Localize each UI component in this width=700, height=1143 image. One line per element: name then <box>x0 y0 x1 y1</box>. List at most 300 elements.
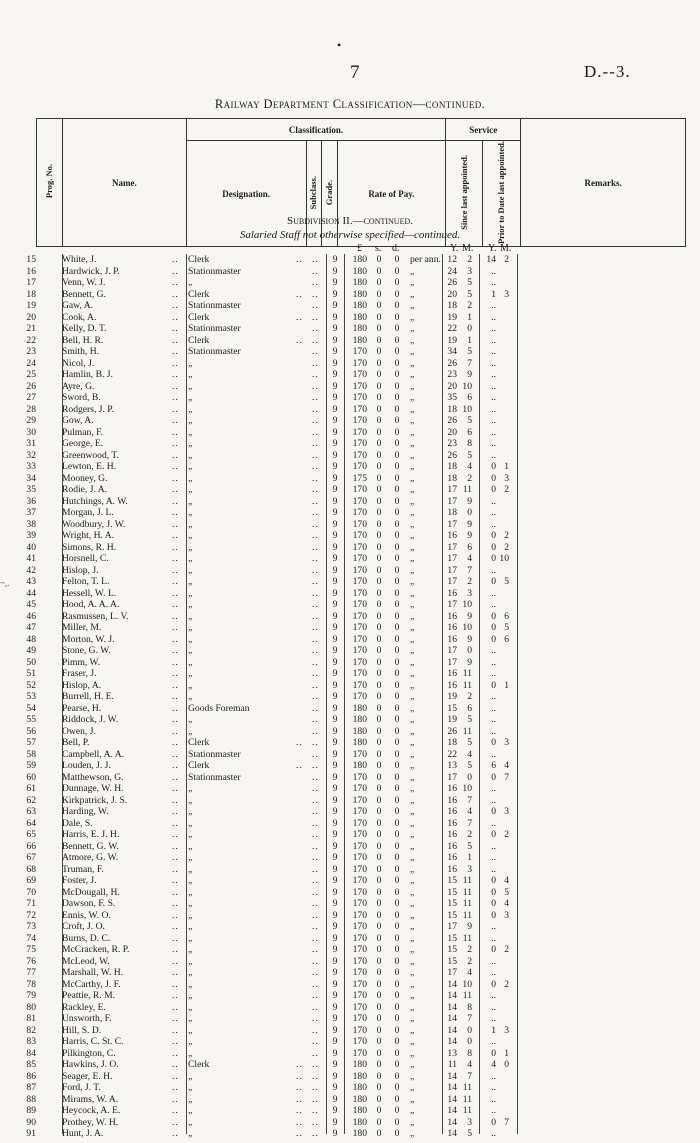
grade: 9 <box>332 1105 338 1116</box>
rate-note: „ <box>410 346 415 357</box>
leader-dots: .. <box>172 806 179 817</box>
table-row <box>0 496 700 508</box>
leader-dots: .. <box>312 576 319 587</box>
pay-shillings: 0 <box>376 1024 382 1036</box>
prior-years: 4 <box>491 1059 496 1070</box>
pay-pounds: 170 <box>352 921 367 932</box>
since-years: 18 <box>447 300 457 311</box>
prog-no: 45 <box>26 599 36 610</box>
rate-note: „ <box>410 587 415 599</box>
grade: 9 <box>332 725 338 737</box>
pay-pence: 0 <box>394 599 400 610</box>
designation: „ <box>188 909 193 921</box>
prior-years: .. <box>491 599 496 610</box>
prog-no-header: Prog. No. <box>37 119 63 247</box>
pay-shillings: 0 <box>376 576 382 587</box>
staff-name: Gow, A. <box>62 415 94 426</box>
pay-pounds: 170 <box>352 955 367 967</box>
pay-pence: 0 <box>394 438 400 449</box>
designation: „ <box>188 875 193 886</box>
pay-pence: 0 <box>394 714 400 725</box>
designation: „ <box>188 679 193 691</box>
grade: 9 <box>332 1070 338 1082</box>
pay-pence: 0 <box>394 380 400 392</box>
prior-months: 4 <box>504 760 509 771</box>
leader-dots: .. <box>312 668 319 679</box>
designation: Clerk <box>188 288 210 300</box>
pay-shillings: 0 <box>376 1105 382 1116</box>
staff-name: Kirkpatrick, J. S. <box>62 794 128 806</box>
leader-dots: .. <box>172 967 179 978</box>
months-unit-prior: M. <box>500 243 512 254</box>
pay-pounds: 180 <box>352 760 367 771</box>
grade: 9 <box>332 346 338 357</box>
pay-pence: 0 <box>394 587 400 599</box>
rate-note: „ <box>410 932 415 944</box>
prior-years: 0 <box>491 1116 496 1128</box>
pay-pounds: 180 <box>352 702 367 714</box>
pay-pounds: 170 <box>352 909 367 921</box>
pay-pence: 0 <box>394 610 400 622</box>
leader-dots: .. <box>312 679 319 691</box>
pay-pence: 0 <box>394 1001 400 1013</box>
pay-pounds: 180 <box>352 334 367 346</box>
pay-pounds: 180 <box>352 1105 367 1116</box>
pay-shillings: 0 <box>376 967 382 978</box>
table-row <box>0 875 700 887</box>
pay-shillings: 0 <box>376 737 382 748</box>
staff-name: Harris, C. St. C. <box>62 1036 124 1047</box>
leader-dots: .. <box>312 771 319 783</box>
prior-years: .. <box>491 794 496 806</box>
pay-pence: 0 <box>394 909 400 921</box>
rate-note: „ <box>410 840 415 852</box>
pay-pence: 0 <box>394 357 400 369</box>
staff-name: White, J. <box>62 254 97 265</box>
since-years: 19 <box>447 714 457 725</box>
pay-pence: 0 <box>394 311 400 323</box>
since-months: 9 <box>467 530 472 541</box>
pay-pence: 0 <box>394 541 400 553</box>
pay-pounds: 170 <box>352 840 367 852</box>
since-months: 2 <box>467 829 472 840</box>
leader-dots: .. <box>172 495 179 507</box>
pay-pounds: 170 <box>352 518 367 530</box>
since-months: 9 <box>467 610 472 622</box>
table-row <box>0 714 700 726</box>
since-years: 16 <box>447 587 457 599</box>
pay-pence: 0 <box>394 622 400 633</box>
pay-shillings: 0 <box>376 1116 382 1128</box>
rate-note: „ <box>410 760 415 771</box>
staff-name: Harding, W. <box>62 806 109 817</box>
pay-shillings: 0 <box>376 1047 382 1059</box>
pay-pounds: 180 <box>352 323 367 334</box>
since-months: 7 <box>467 564 472 576</box>
prog-no: 18 <box>26 288 36 300</box>
designation: „ <box>188 944 193 955</box>
leader-dots: .. <box>296 1059 303 1070</box>
pay-shillings: 0 <box>376 300 382 311</box>
prior-years: 0 <box>491 553 496 564</box>
prog-no: 37 <box>26 507 36 518</box>
leader-dots: .. <box>172 668 179 679</box>
designation: „ <box>188 852 193 863</box>
leader-dots: .. <box>172 1128 179 1139</box>
pay-pounds: 170 <box>352 415 367 426</box>
grade: 9 <box>332 369 338 380</box>
since-years: 17 <box>447 576 457 587</box>
since-years: 18 <box>447 403 457 415</box>
pay-pounds: 170 <box>352 806 367 817</box>
prior-years: 0 <box>491 622 496 633</box>
since-years: 22 <box>447 323 457 334</box>
prior-years: .. <box>491 323 496 334</box>
staff-name: George, E. <box>62 438 104 449</box>
since-years: 11 <box>447 1059 457 1070</box>
pay-pounds: 170 <box>352 403 367 415</box>
prior-years: .. <box>491 449 496 461</box>
pay-pence: 0 <box>394 1024 400 1036</box>
leader-dots: .. <box>172 1036 179 1047</box>
since-years: 17 <box>447 771 457 783</box>
table-row <box>0 944 700 956</box>
staff-name: Pearse, H. <box>62 702 102 714</box>
prog-no: 87 <box>26 1082 36 1093</box>
since-months: 0 <box>467 771 472 783</box>
leader-dots: .. <box>172 403 179 415</box>
prog-no: 33 <box>26 461 36 472</box>
pay-shillings: 0 <box>376 472 382 484</box>
table-row <box>0 519 700 531</box>
since-months: 11 <box>462 484 472 495</box>
designation: „ <box>188 495 193 507</box>
grade: 9 <box>332 461 338 472</box>
rate-note: „ <box>410 967 415 978</box>
leader-dots: .. <box>312 1093 319 1105</box>
designation: „ <box>188 668 193 679</box>
since-months: 11 <box>462 875 472 886</box>
prior-months: 4 <box>504 875 509 886</box>
grade: 9 <box>332 288 338 300</box>
designation: „ <box>188 1128 193 1139</box>
pay-pence: 0 <box>394 1128 400 1139</box>
grade: 9 <box>332 530 338 541</box>
since-months: 9 <box>467 633 472 645</box>
rate-note: „ <box>410 771 415 783</box>
table-row <box>0 829 700 841</box>
leader-dots: .. <box>172 357 179 369</box>
prior-years: .. <box>491 645 496 656</box>
leader-dots: .. <box>296 1105 303 1116</box>
rate-note: „ <box>410 921 415 932</box>
prog-no: 62 <box>26 794 36 806</box>
classification-header: Classification. <box>186 119 446 141</box>
pay-pence: 0 <box>394 840 400 852</box>
pay-pence: 0 <box>394 1116 400 1128</box>
staff-name: Rackley, E. <box>62 1001 106 1013</box>
pay-shillings: 0 <box>376 794 382 806</box>
since-months: 10 <box>462 622 472 633</box>
pay-shillings: 0 <box>376 346 382 357</box>
grade: 9 <box>332 1047 338 1059</box>
staff-name: Stone, G. W. <box>62 645 111 656</box>
rate-note: „ <box>410 817 415 829</box>
since-months: 9 <box>467 518 472 530</box>
grade: 9 <box>332 645 338 656</box>
pay-pence: 0 <box>394 932 400 944</box>
prog-no: 40 <box>26 541 36 553</box>
designation: „ <box>188 449 193 461</box>
since-years: 16 <box>447 530 457 541</box>
since-years: 17 <box>447 518 457 530</box>
prog-no: 88 <box>26 1093 36 1105</box>
table-row <box>0 438 700 450</box>
prior-years: 0 <box>491 484 496 495</box>
prog-no: 79 <box>26 990 36 1001</box>
rate-note: „ <box>410 392 415 403</box>
leader-dots: .. <box>172 783 179 794</box>
table-row <box>0 358 700 370</box>
pay-pounds: 170 <box>352 978 367 990</box>
grade: 9 <box>332 783 338 794</box>
grade: 9 <box>332 1093 338 1105</box>
table-row <box>0 1105 700 1117</box>
since-months: 1 <box>467 311 472 323</box>
leader-dots: .. <box>172 840 179 852</box>
since-years: 22 <box>447 748 457 760</box>
pay-shillings: 0 <box>376 518 382 530</box>
leader-dots: .. <box>312 725 319 737</box>
grade: 9 <box>332 748 338 760</box>
table-row <box>0 691 700 703</box>
rate-note: „ <box>410 507 415 518</box>
months-unit-since: M. <box>462 243 474 254</box>
rate-note: „ <box>410 909 415 921</box>
designation: „ <box>188 829 193 840</box>
since-months: 0 <box>467 645 472 656</box>
leader-dots: .. <box>312 587 319 599</box>
pay-shillings: 0 <box>376 783 382 794</box>
grade: 9 <box>332 1024 338 1036</box>
pay-shillings: 0 <box>376 702 382 714</box>
leader-dots: .. <box>172 1001 179 1013</box>
prog-no: 66 <box>26 840 36 852</box>
prior-months: 2 <box>504 829 509 840</box>
staff-name: Wright, H. A. <box>62 530 115 541</box>
pay-pence: 0 <box>394 921 400 932</box>
prog-no: 25 <box>26 369 36 380</box>
designation: „ <box>188 1105 193 1116</box>
pay-pence: 0 <box>394 426 400 438</box>
leader-dots: .. <box>172 449 179 461</box>
pay-shillings: 0 <box>376 691 382 702</box>
leader-dots: .. <box>312 265 319 277</box>
staff-name: Greenwood, T. <box>62 449 119 461</box>
since-months: 4 <box>467 553 472 564</box>
prog-no: 70 <box>26 886 36 898</box>
since-years: 14 <box>447 1036 457 1047</box>
designation: „ <box>188 1070 193 1082</box>
column-header-table <box>36 118 686 247</box>
pay-shillings: 0 <box>376 369 382 380</box>
staff-name: Hunt, J. A. <box>62 1128 104 1139</box>
pay-shillings: 0 <box>376 564 382 576</box>
leader-dots: .. <box>172 1024 179 1036</box>
prior-years: 0 <box>491 771 496 783</box>
since-months: 11 <box>462 1082 472 1093</box>
rate-note: „ <box>410 449 415 461</box>
leader-dots: .. <box>172 622 179 633</box>
since-years: 26 <box>447 277 457 288</box>
staff-name: Woodbury, J. W. <box>62 518 126 530</box>
pay-shillings: 0 <box>376 599 382 610</box>
pay-shillings: 0 <box>376 875 382 886</box>
leader-dots: .. <box>312 702 319 714</box>
staff-name: Hardwick, J. P. <box>62 265 120 277</box>
since-years: 14 <box>447 990 457 1001</box>
pay-pounds: 170 <box>352 622 367 633</box>
since-years: 23 <box>447 438 457 449</box>
designation: „ <box>188 714 193 725</box>
leader-dots: .. <box>312 472 319 484</box>
designation: „ <box>188 794 193 806</box>
table-row <box>0 1013 700 1025</box>
grade: 9 <box>332 599 338 610</box>
table-row <box>0 611 700 623</box>
prog-no: 84 <box>26 1047 36 1059</box>
since-years: 15 <box>447 898 457 909</box>
pay-pence: 0 <box>394 1036 400 1047</box>
table-row <box>0 565 700 577</box>
table-row <box>0 680 700 692</box>
table-row <box>0 323 700 335</box>
leader-dots: .. <box>172 863 179 875</box>
designation: Clerk <box>188 760 210 771</box>
prior-years: .. <box>491 1105 496 1116</box>
prior-months: 0 <box>504 1059 509 1070</box>
since-months: 10 <box>462 380 472 392</box>
pay-pence: 0 <box>394 518 400 530</box>
since-years: 20 <box>447 426 457 438</box>
leader-dots: .. <box>172 1059 179 1070</box>
leader-dots: .. <box>312 1001 319 1013</box>
table-row <box>0 795 700 807</box>
since-years: 26 <box>447 449 457 461</box>
remarks-header: Remarks. <box>521 119 686 247</box>
grade: 9 <box>332 311 338 323</box>
pay-shillings: 0 <box>376 530 382 541</box>
grade: 9 <box>332 829 338 840</box>
pay-shillings: 0 <box>376 886 382 898</box>
prog-no: 58 <box>26 748 36 760</box>
pay-shillings: 0 <box>376 633 382 645</box>
pay-shillings: 0 <box>376 679 382 691</box>
grade: 9 <box>332 415 338 426</box>
pay-shillings: 0 <box>376 403 382 415</box>
table-row <box>0 1117 700 1129</box>
pay-pence: 0 <box>394 886 400 898</box>
prior-months: 6 <box>504 633 509 645</box>
pay-pounds: 180 <box>352 1116 367 1128</box>
pay-shillings: 0 <box>376 840 382 852</box>
table-row <box>0 277 700 289</box>
staff-name: McCarthy, J. F. <box>62 978 121 990</box>
designation: „ <box>188 380 193 392</box>
pay-pounds: 170 <box>352 829 367 840</box>
pay-pence: 0 <box>394 300 400 311</box>
designation: „ <box>188 541 193 553</box>
prior-to-date-header: Prior to Date last appointed. <box>483 141 521 247</box>
pay-pence: 0 <box>394 863 400 875</box>
designation: „ <box>188 1036 193 1047</box>
pay-pounds: 170 <box>352 449 367 461</box>
since-years: 14 <box>447 1105 457 1116</box>
prior-years: .. <box>491 518 496 530</box>
leader-dots: .. <box>312 449 319 461</box>
pay-pence: 0 <box>394 484 400 495</box>
pay-pounds: 170 <box>352 576 367 587</box>
prior-years: 0 <box>491 530 496 541</box>
staff-name: Atmore, G. W. <box>62 852 119 863</box>
table-row <box>0 450 700 462</box>
table-row <box>0 381 700 393</box>
leader-dots: .. <box>172 518 179 530</box>
leader-dots: .. <box>172 794 179 806</box>
leader-dots: .. <box>172 771 179 783</box>
designation: Goods Foreman <box>188 702 250 714</box>
since-months: 11 <box>462 886 472 898</box>
pay-pounds: 170 <box>352 530 367 541</box>
table-row <box>0 1082 700 1094</box>
rate-note: „ <box>410 725 415 737</box>
table-row <box>0 806 700 818</box>
prog-no: 71 <box>26 898 36 909</box>
rate-note: „ <box>410 1024 415 1036</box>
pay-pence: 0 <box>394 553 400 564</box>
table-row <box>0 772 700 784</box>
leader-dots: .. <box>172 265 179 277</box>
staff-name: Bell, P. <box>62 737 90 748</box>
rate-note: „ <box>410 944 415 955</box>
since-months: 5 <box>467 737 472 748</box>
table-row <box>0 1048 700 1060</box>
pay-pounds: 170 <box>352 484 367 495</box>
rate-note: „ <box>410 691 415 702</box>
since-years: 16 <box>447 794 457 806</box>
section-subheading: Salaried Staff not otherwise specified—continued. <box>239 229 461 241</box>
prog-no: 56 <box>26 725 36 737</box>
prior-months: 1 <box>504 1047 509 1059</box>
staff-name: Gaw, A. <box>62 300 94 311</box>
rate-note: „ <box>410 576 415 587</box>
leader-dots: .. <box>172 829 179 840</box>
rate-note: „ <box>410 978 415 990</box>
staff-name: Hawkins, J. O. <box>62 1059 119 1070</box>
staff-name: Nicol, J. <box>62 357 95 369</box>
leader-dots: .. <box>312 254 319 265</box>
rate-note: „ <box>410 265 415 277</box>
leader-dots: .. <box>172 323 179 334</box>
pay-shillings: 0 <box>376 622 382 633</box>
prog-no: 49 <box>26 645 36 656</box>
subdivision-heading: Subdivision II.—continued. <box>286 215 414 227</box>
table-row <box>0 933 700 945</box>
prog-no: 22 <box>26 334 36 346</box>
since-years: 17 <box>447 564 457 576</box>
designation: „ <box>188 886 193 898</box>
grade: 9 <box>332 576 338 587</box>
